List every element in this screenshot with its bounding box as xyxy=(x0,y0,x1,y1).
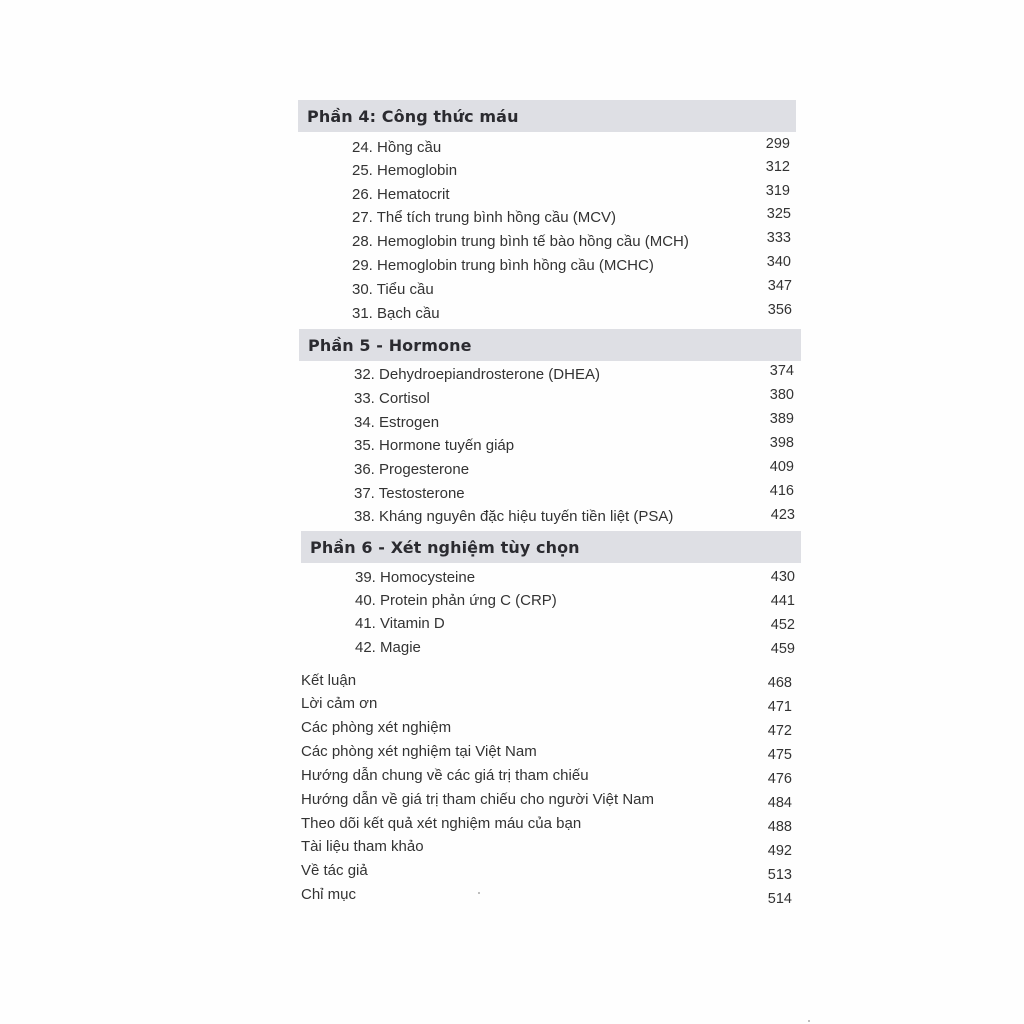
back-matter-label: Hướng dẫn chung về các giá trị tham chiếu xyxy=(301,767,589,784)
toc-entry-label: 27. Thể tích trung bình hồng cầu (MCV) xyxy=(352,209,617,226)
toc-entry-page: 409 xyxy=(769,459,794,475)
paper-speck xyxy=(478,892,480,894)
toc-entry-page: 423 xyxy=(770,507,795,523)
back-matter-label: Hướng dẫn về giá trị tham chiếu cho người Việt Nam xyxy=(301,791,654,808)
toc-entry-page: 333 xyxy=(766,230,791,246)
toc-entry-label: 42. Magie xyxy=(355,639,421,656)
toc-entry-label: 30. Tiểu cầu xyxy=(352,281,434,298)
toc-entry-label: 25. Hemoglobin xyxy=(352,162,458,179)
toc-entry-label: 35. Hormone tuyến giáp xyxy=(354,437,515,454)
back-matter-page: 488 xyxy=(767,819,792,835)
toc-entry-page: 340 xyxy=(766,254,791,270)
paper-speck xyxy=(808,1020,810,1022)
toc-entry-page: 416 xyxy=(769,483,794,499)
toc-entry-page: 459 xyxy=(770,641,795,657)
back-matter-page: 472 xyxy=(767,723,792,739)
section-title: Phần 6 - Xét nghiệm tùy chọn xyxy=(310,537,580,557)
toc-entry-page: 452 xyxy=(770,617,795,633)
section-header-part-5 xyxy=(299,329,801,361)
back-matter-label: Các phòng xét nghiệm tại Việt Nam xyxy=(301,743,537,760)
toc-entry-page: 380 xyxy=(769,387,794,403)
back-matter-label: Tài liệu tham khảo xyxy=(301,838,424,855)
toc-entry-label: 40. Protein phản ứng C (CRP) xyxy=(355,592,557,609)
toc-entry-page: 319 xyxy=(765,183,790,199)
back-matter-page: 492 xyxy=(767,843,792,859)
back-matter-page: 484 xyxy=(767,795,792,811)
toc-entry-page: 374 xyxy=(769,363,794,379)
back-matter-page: 468 xyxy=(767,675,792,691)
back-matter-label: Chỉ mục xyxy=(301,886,357,903)
back-matter-page: 475 xyxy=(767,747,792,763)
toc-entry-page: 312 xyxy=(765,159,790,175)
toc-entry-page: 389 xyxy=(769,411,794,427)
toc-entry-label: 34. Estrogen xyxy=(354,414,440,431)
toc-entry-label: 33. Cortisol xyxy=(354,390,430,407)
toc-entry-label: 29. Hemoglobin trung bình hồng cầu (MCHC) xyxy=(352,257,654,274)
toc-entry-page: 347 xyxy=(767,278,792,294)
section-header-part-6 xyxy=(301,531,801,563)
back-matter-page: 471 xyxy=(767,699,792,715)
back-matter-page: 514 xyxy=(767,891,792,907)
toc-entry-label: 26. Hematocrit xyxy=(352,186,450,203)
toc-entry-label: 37. Testosterone xyxy=(354,485,465,502)
back-matter-label: Theo dõi kết quả xét nghiệm máu của bạn xyxy=(301,815,582,832)
back-matter-page: 513 xyxy=(767,867,792,883)
toc-entry-label: 24. Hồng cầu xyxy=(352,139,442,156)
toc-entry-label: 28. Hemoglobin trung bình tế bào hồng cầu (MCH) xyxy=(352,233,689,250)
toc-entry-label: 32. Dehydroepiandrosterone (DHEA) xyxy=(354,366,600,383)
section-title: Phần 5 - Hormone xyxy=(308,335,472,355)
back-matter-label: Kết luận xyxy=(301,672,357,689)
section-header-part-4 xyxy=(298,100,796,132)
toc-entry-label: 38. Kháng nguyên đặc hiệu tuyến tiền liệt (PSA) xyxy=(354,508,674,525)
back-matter-label: Các phòng xét nghiệm xyxy=(301,719,452,736)
toc-entry-page: 398 xyxy=(769,435,794,451)
toc-entry-page: 325 xyxy=(766,206,791,222)
toc-entry-page: 299 xyxy=(765,136,790,152)
toc-entry-page: 356 xyxy=(767,302,792,318)
section-title: Phần 4: Công thức máu xyxy=(307,106,519,126)
back-matter-label: Về tác giả xyxy=(301,862,368,879)
back-matter-label: Lời cảm ơn xyxy=(301,695,378,712)
toc-entry-label: 39. Homocysteine xyxy=(355,569,476,586)
back-matter-page: 476 xyxy=(767,771,792,787)
toc-entry-label: 31. Bạch cầu xyxy=(352,305,440,322)
toc-entry-label: 36. Progesterone xyxy=(354,461,470,478)
toc-entry-page: 430 xyxy=(770,569,795,585)
toc-entry-page: 441 xyxy=(770,593,795,609)
toc-entry-label: 41. Vitamin D xyxy=(355,615,445,632)
